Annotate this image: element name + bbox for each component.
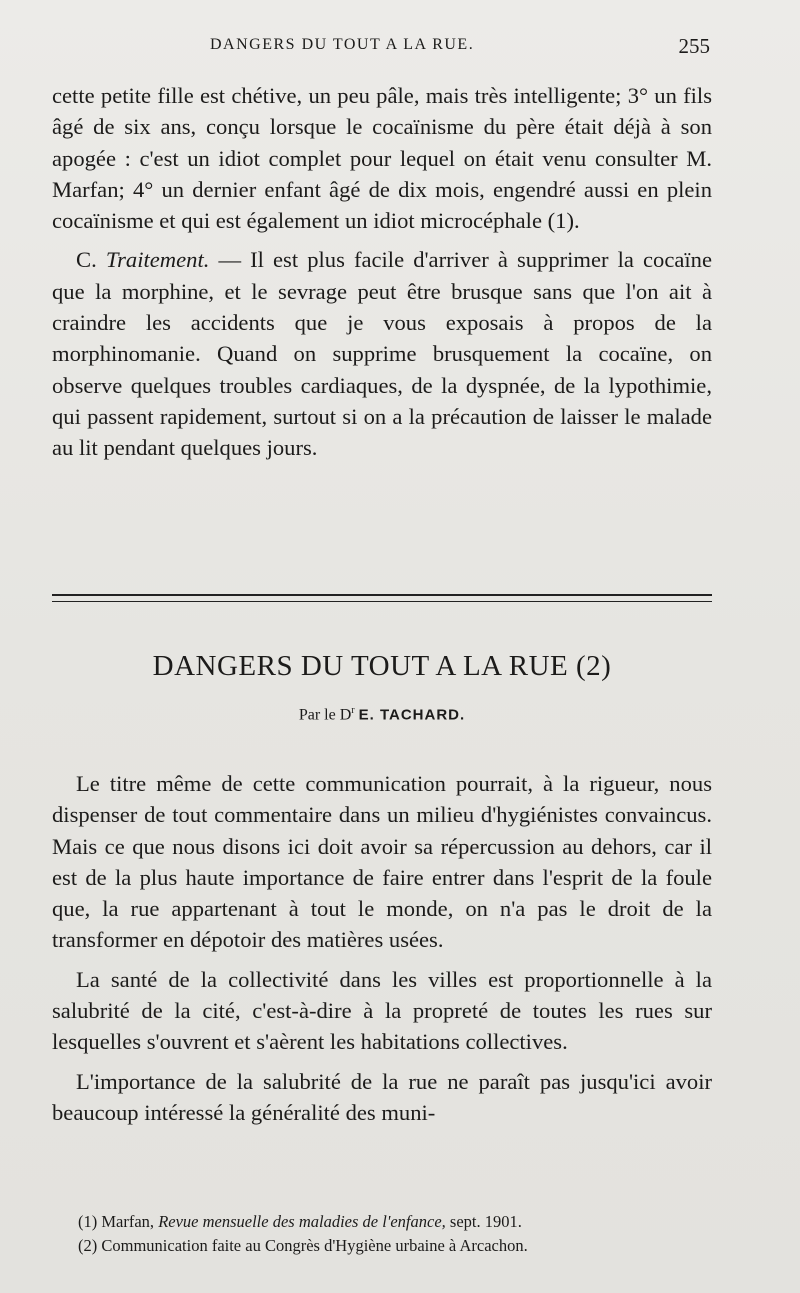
section-letter: C. [76, 247, 97, 273]
footnote-marker: (2) [78, 1236, 98, 1255]
article-paragraph: Le titre même de cette communication pourrait, à la rigueur, nous dispenser de tout commentaire dans un milieu d'hygiénistes convaincus. Mais ce que nous disons ici doit avoir sa répercussion au dehors, car il est de la plus haute importance de faire entrer dans l'esprit de la foule que, la rue appartenant à tout le monde, on n'a pas le droit de la transformer en dépotoir des matières usées. [52, 771, 712, 953]
article-paragraph: La santé de la collectivité dans les villes est proportionnelle à la salubrité de la cité, c'est-à-dire à la propreté de toutes les rues sur lesquelles s'ouvrent et s'aèrent les habitations collectives. [52, 966, 712, 1055]
page-number: 255 [678, 34, 710, 58]
byline-sup: r [351, 705, 355, 716]
treatment-text: — Il est plus facile d'arriver à supprimer la cocaïne que la morphine, et le sevrage peut être brusque sans que l'on ait à craindre les accidents que je vous exposais à propos de la morphinomanie. Quand on supprime brusquement la cocaïne, on observe quelques troubles cardiaques, de la dyspnée, de la lypothimie, qui passent rapidement, surtout si on a la précaution de laisser le malade au lit pendant quelques jours. [52, 247, 713, 461]
byline [52, 705, 712, 724]
footnote-2 [78, 1234, 718, 1258]
running-title: DANGERS DU TOUT A LA RUE. [210, 36, 475, 53]
footnote-journal: Revue mensuelle des maladies de l'enfance, [158, 1212, 446, 1231]
footnote-1 [78, 1210, 718, 1234]
continuation-paragraph: cette petite fille est chétive, un peu pâle, mais très intelligente; 3° un fils âgé de six ans, conçu lorsque le cocaïnisme du père était déjà à son apogée : c'est un idiot complet pour lequel on était venu consulter M. Marfan; 4° un dernier enfant âgé de dix mois, engendré aussi en plein cocaïnisme et qui est également un idiot microcéphale (1). [52, 83, 712, 234]
footnote-date: sept. 1901. [449, 1212, 522, 1231]
byline-prefix: Par le D [298, 706, 352, 724]
article-title: DANGERS DU TOUT A LA RUE (2) [152, 650, 612, 682]
article-body [52, 768, 712, 1128]
treatment-paragraph [52, 244, 712, 463]
article-paragraph: L'importance de la salubrité de la rue ne paraît pas jusqu'ici avoir beaucoup intéressé la généralité des muni- [52, 1068, 712, 1125]
section-heading: Traitement. [105, 247, 210, 273]
footnote-marker: (1) [78, 1212, 98, 1231]
page-header [52, 36, 710, 66]
footnotes [78, 1210, 718, 1258]
footnote-author: Marfan, [101, 1212, 155, 1231]
author-name: E. TACHARD. [358, 706, 466, 724]
section-divider [52, 594, 712, 602]
footnote-text: Communication faite au Congrès d'Hygiène urbaine à Arcachon. [101, 1236, 528, 1255]
continuation-text [52, 80, 712, 464]
